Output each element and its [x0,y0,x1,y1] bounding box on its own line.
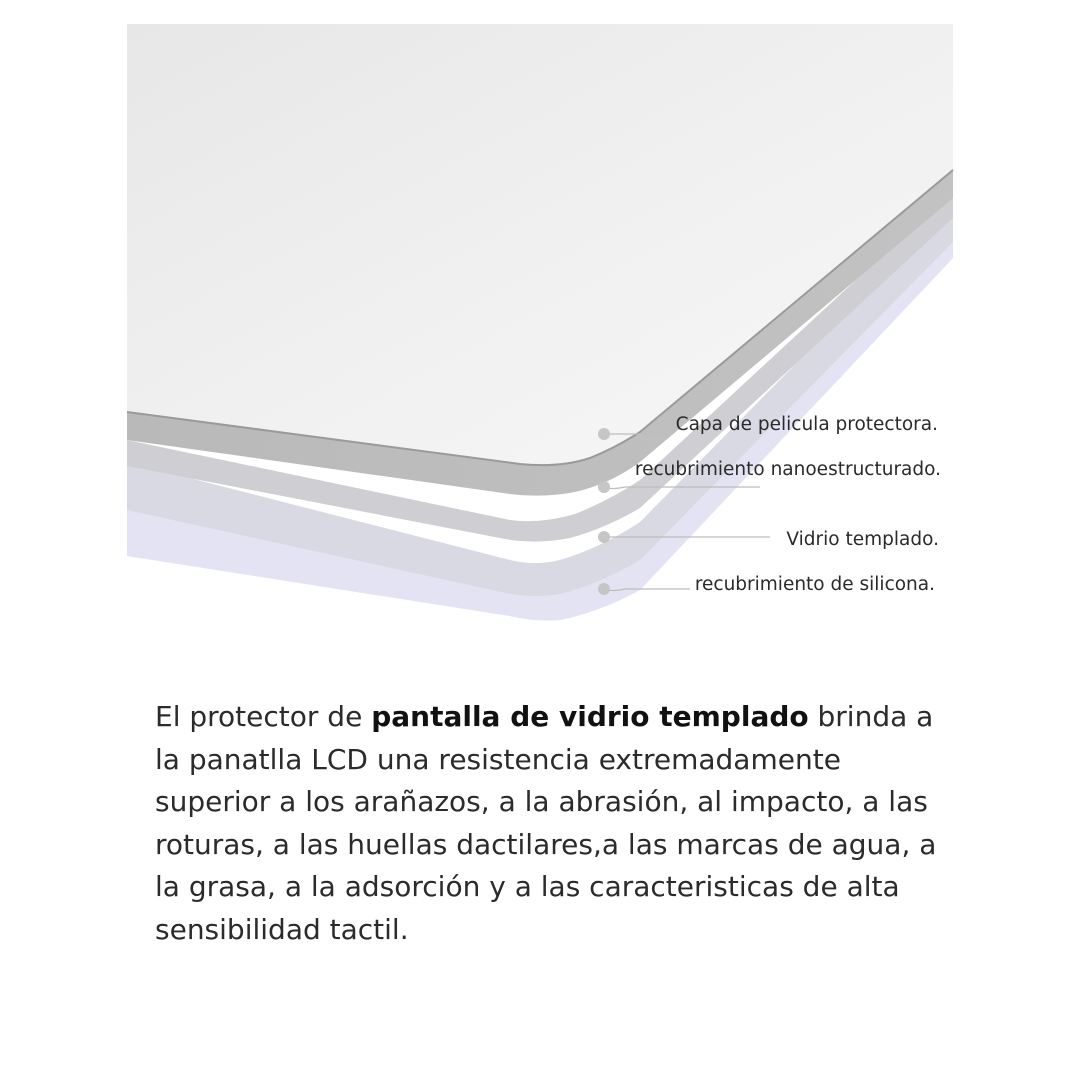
layer-label-tempered-glass: Vidrio templado. [786,529,939,550]
layer-label-nano-coating: recubrimiento nanoestructurado. [634,459,941,480]
layer-label-silicone-coating: recubrimiento de silicona. [694,574,935,595]
product-description [155,696,945,952]
description-highlight: pantalla de vidrio templado [371,700,809,733]
description-intro: El protector de [155,700,372,733]
description-body: brinda a la panatlla LCD una resistencia extremadamente superior a los arañazos, a la abrasión, al impacto, a las roturas, a las huellas dactilares,a las marcas de agua, a la grasa, a la adsorción y a las caracteristicas de alta sensibilidad tactil. [155,700,937,946]
layer-label-protective-film: Capa de pelicula protectora. [675,414,938,435]
top-surface [127,24,953,465]
